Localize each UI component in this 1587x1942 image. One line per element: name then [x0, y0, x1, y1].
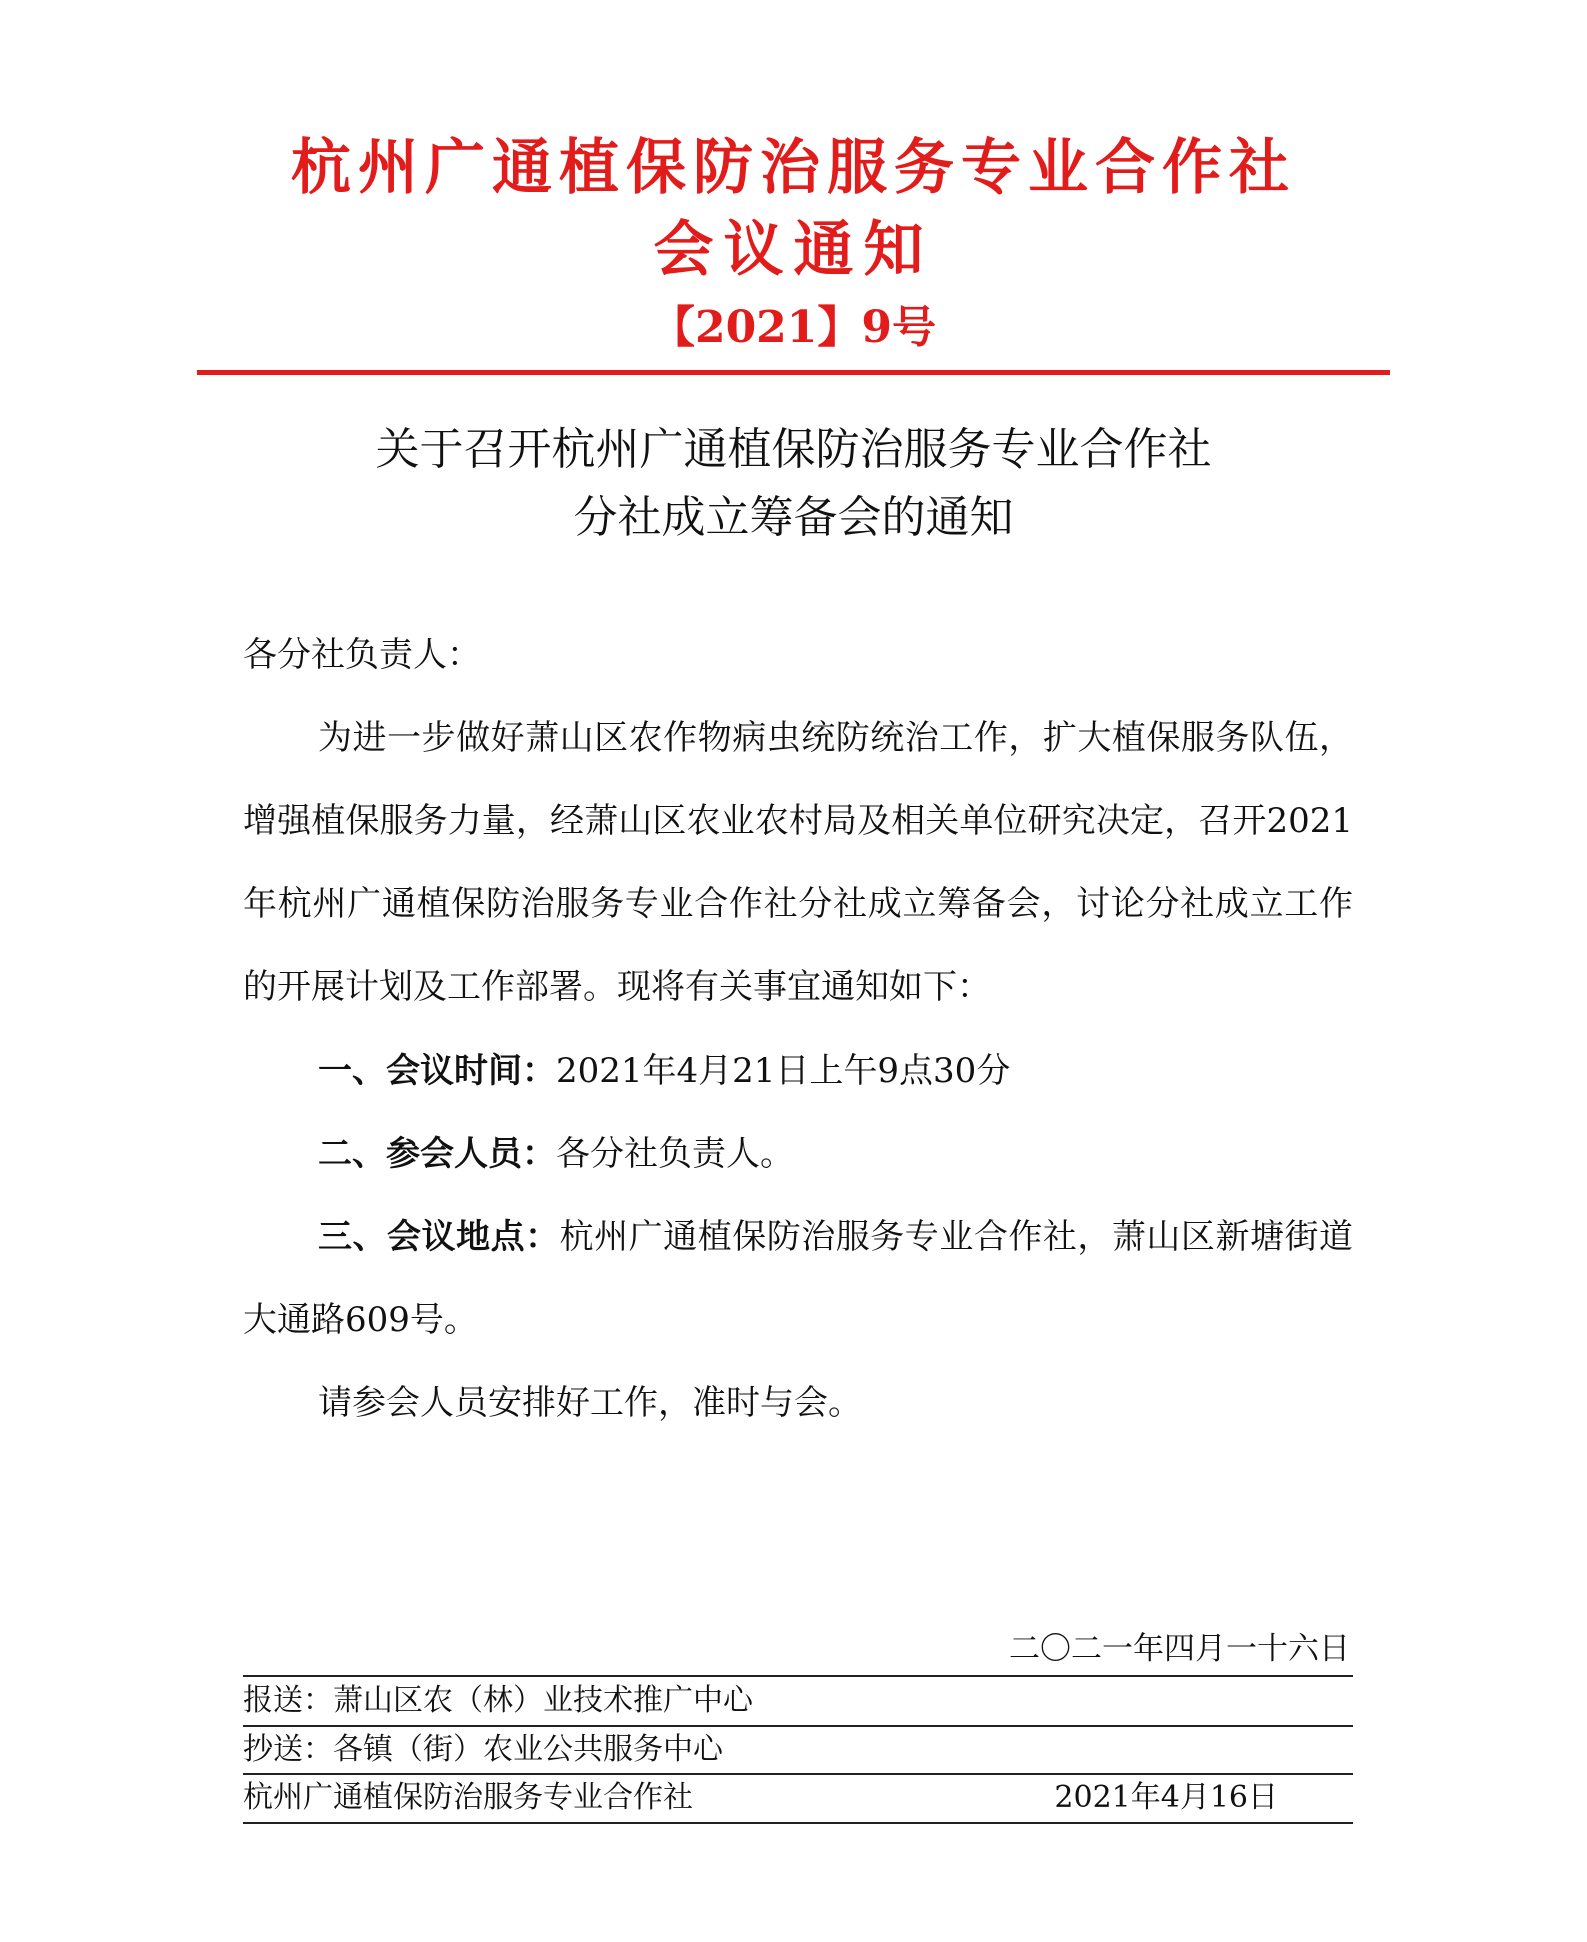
header-red-rule — [197, 370, 1390, 375]
meeting-location-item — [243, 1196, 1353, 1362]
body-paragraph: 为进一步做好萧山区农作物病虫统防统治工作，扩大植保服务队伍，增强植保服务力量，经萧山区农业农村局及相关单位研究决定，召开2021年杭州广通植保防治服务专业合作社分社成立筹备会，讨论分社成立工作的开展计划及工作部署。现将有关事宜通知如下： — [243, 718, 1353, 1007]
footer-divider — [243, 1822, 1353, 1824]
meeting-location-value: 杭州广通植保防治服务专业合作社，萧山区新塘街道大通路609号。 — [243, 1217, 1354, 1340]
report-to-line: 报送：萧山区农（林）业技术推广中心 — [243, 1683, 753, 1718]
attendees-item — [243, 1113, 1353, 1196]
organization-title: 杭州广通植保防治服务专业合作社 — [291, 133, 1296, 203]
notice-subject — [0, 416, 1587, 552]
document-number: 【2021】9号 — [650, 302, 937, 353]
attendees-value: 各分社负责人。 — [556, 1134, 794, 1174]
copy-to-line: 抄送：各镇（街）农业公共服务中心 — [243, 1732, 723, 1767]
issuer-line — [243, 1775, 1353, 1821]
signature-date: 二〇二一年四月一十六日 — [1009, 1631, 1350, 1667]
subject-line-2: 分社成立筹备会的通知 — [573, 492, 1014, 543]
attendees-label: 二、参会人员： — [318, 1134, 556, 1174]
subject-line-1: 关于召开杭州广通植保防治服务专业合作社 — [375, 424, 1212, 475]
closing-paragraph: 请参会人员安排好工作，准时与会。 — [318, 1383, 862, 1423]
meeting-time-item — [243, 1030, 1353, 1113]
issue-date: 2021年4月16日 — [1054, 1780, 1278, 1815]
issuer-name: 杭州广通植保防治服务专业合作社 — [243, 1780, 693, 1815]
footer-divider — [243, 1675, 1353, 1677]
salutation: 各分社负责人： — [243, 635, 481, 675]
meeting-location-label: 三、会议地点： — [318, 1217, 560, 1257]
document-type-title: 会议通知 — [653, 215, 934, 285]
meeting-time-value: 2021年4月21日上午9点30分 — [556, 1051, 1011, 1091]
meeting-time-label: 一、会议时间： — [318, 1051, 556, 1091]
